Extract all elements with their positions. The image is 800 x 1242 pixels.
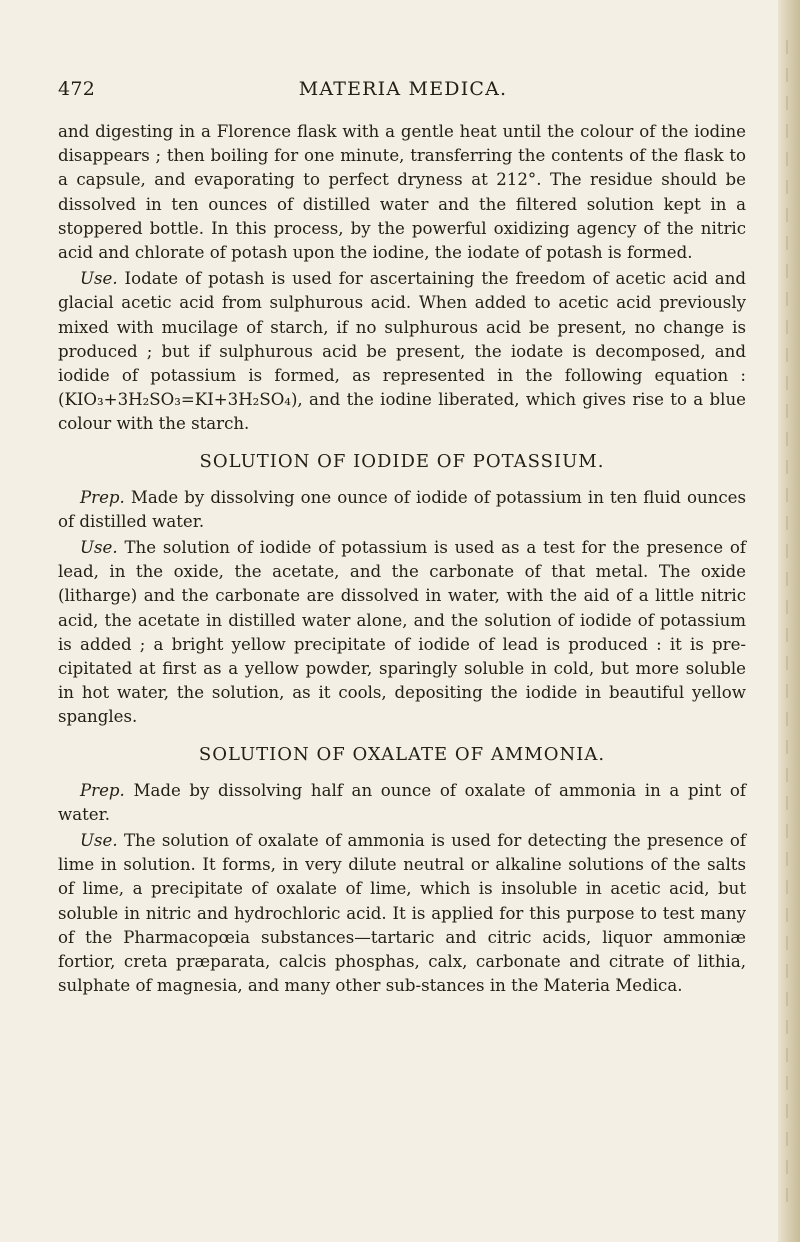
prep-label: Prep. bbox=[80, 487, 125, 507]
paragraph-continuation: and digesting in a Florence flask with a gentle heat until the colour of the iodine disappears ; then boiling for one minute, transferring the contents of the flask to a capsule, and evaporating to perfect dryness at 212°. The residue should be dissolved in ten ounces of distilled water and the filtered solution kept in a stoppered bottle. In this process, by the powerful oxidizing agency of the nitric acid and chlorate of potash upon the iodine, the iodate of potash is formed. bbox=[58, 122, 746, 263]
paragraph-prep-oxalate bbox=[58, 779, 746, 827]
use-text: The solution of iodide of potassium is used as a test for the presence of lead, in the oxide, the acetate, and the carbonate of that metal. The oxide (litharge) and the carbonate are dissolved in water, with the aid of a little nitric acid, the acetate in distilled water alone, and the solution of iodide of potassium is added ; a bright yellow precipitate of iodide of lead is produced : it is pre-cipitated at first as a yellow powder, sparingly soluble in cold, but more soluble in hot water, the solution, as it cools, depositing the iodide in beautiful yellow spangles. bbox=[58, 538, 746, 727]
page-header bbox=[58, 78, 748, 108]
prep-label: Prep. bbox=[80, 780, 125, 800]
prep-text: Made by dissolving half an ounce of oxalate of ammonia in a pint of water. bbox=[58, 780, 746, 824]
use-label: Use. bbox=[80, 831, 118, 851]
page-number: 472 bbox=[58, 78, 96, 100]
section-heading-oxalate: SOLUTION OF OXALATE OF AMMONIA. bbox=[198, 743, 606, 765]
paragraph-prep-iodide bbox=[58, 486, 746, 534]
use-text: Iodate of potash is used for ascertaining the freedom of acetic acid and glacial acetic acid from sulphurous acid. When added to acetic acid previously mixed with mucilage of starch, if no sulphurous acid be present, no change is produced ; but if sulphurous acid be present, the iodate is decomposed, and iodide of potassium is formed, as represented in the following equation : (KIO₃+3H₂SO₃=KI+3H₂SO₄), and the iodine liberated, which gives rise to a blue colour with the starch. bbox=[58, 269, 746, 434]
use-text: The solution of oxalate of ammonia is used for detecting the presence of lime in solution. It forms, in very dilute neutral or alkaline solutions of the salts of lime, a precipitate of oxalate of lime, which is insoluble in acetic acid, but soluble in nitric and hydrochloric acid. It is applied for this purpose to test many of the Pharmacopœia substances—tartaric and citric acids, liquor ammoniæ fortior, creta præparata, calcis phosphas, calx, carbonate and citrate of lithia, sulphate of magnesia, and many other sub-stances in the Materia Medica. bbox=[58, 831, 746, 996]
paragraph-use-iodide bbox=[58, 536, 746, 730]
paragraph-use-oxalate bbox=[58, 829, 746, 998]
use-label: Use. bbox=[80, 269, 118, 289]
running-head: MATERIA MEDICA. bbox=[298, 78, 508, 100]
prep-text: Made by dissolving one ounce of iodide of potassium in ten fluid ounces of distilled water. bbox=[58, 487, 746, 531]
paragraph-use-iodate bbox=[58, 267, 746, 436]
section-heading-iodide: SOLUTION OF IODIDE OF POTASSIUM. bbox=[199, 450, 605, 472]
page-edge bbox=[778, 0, 800, 1242]
page-body bbox=[58, 120, 746, 999]
use-label: Use. bbox=[80, 538, 118, 558]
